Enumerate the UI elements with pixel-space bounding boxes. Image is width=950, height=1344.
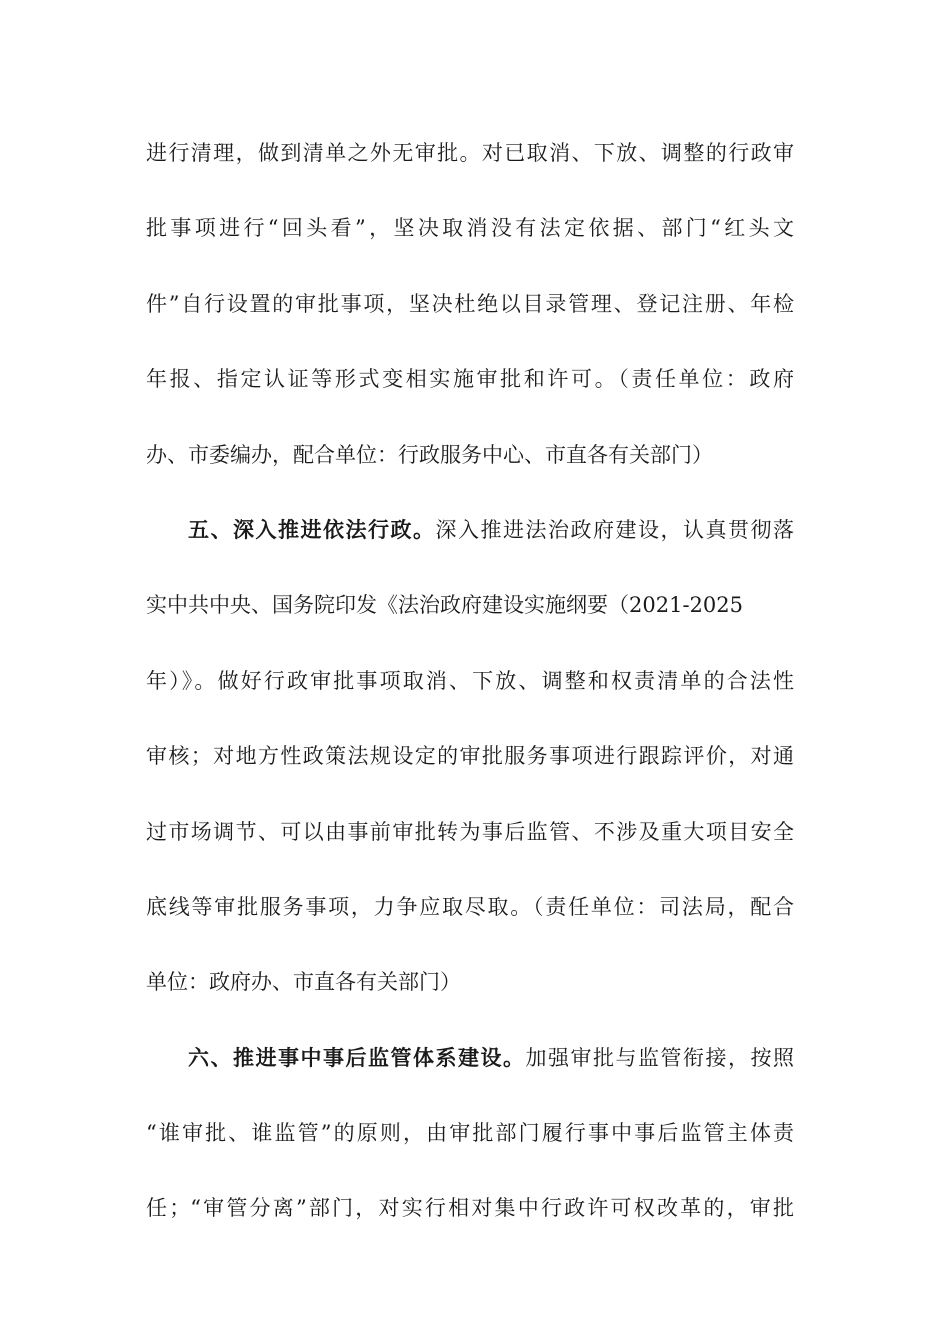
paragraph-line: 批事项进行“回头看”，坚决取消没有法定依据、部门“红头文 [146,216,794,241]
paragraph-line: 实中共中央、国务院印发《法治政府建设实施纲要（2021-2025 [146,593,743,618]
section-6-first-line-text: 加强审批与监管衔接，按照 [525,1045,794,1070]
paragraph-line: 进行清理，做到清单之外无审批。对已取消、下放、调整的行政审 [146,141,794,165]
section-5-heading: 五、深入推进依法行政。 [188,516,436,542]
paragraph-line: 任；“审管分离”部门，对实行相对集中行政许可权改革的，审批 [146,1196,794,1221]
document-body [146,129,794,1260]
section-6-heading: 六、推进事中事后监管体系建设。 [188,1044,526,1070]
paragraph-line: 底线等审批服务事项，力争应取尽取。（责任单位：司法局，配合 [146,894,794,919]
section-6-first-line [146,1034,794,1082]
paragraph-line: 年报、指定认证等形式变相实施审批和许可。（责任单位：政府 [146,367,794,392]
paragraph-line: 件”自行设置的审批事项，坚决杜绝以目录管理、登记注册、年检 [146,291,794,316]
paragraph-line: 办、市委编办，配合单位：行政服务中心、市直各有关部门） [146,442,713,467]
section-5-first-line-text: 深入推进法治政府建设，认真贯彻落 [435,517,794,542]
paragraph-line: 过市场调节、可以由事前审批转为事后监管、不涉及重大项目安全 [146,819,794,844]
paragraph-line: 年）》。做好行政审批事项取消、下放、调整和权责清单的合法性 [146,668,794,693]
paragraph-line: 审核；对地方性政策法规设定的审批服务事项进行跟踪评价，对通 [146,744,794,769]
section-5-first-line [146,506,794,554]
paragraph-line: “谁审批、谁监管”的原则，由审批部门履行事中事后监管主体责 [146,1121,794,1146]
paragraph-line: 单位：政府办、市直各有关部门） [146,970,461,995]
